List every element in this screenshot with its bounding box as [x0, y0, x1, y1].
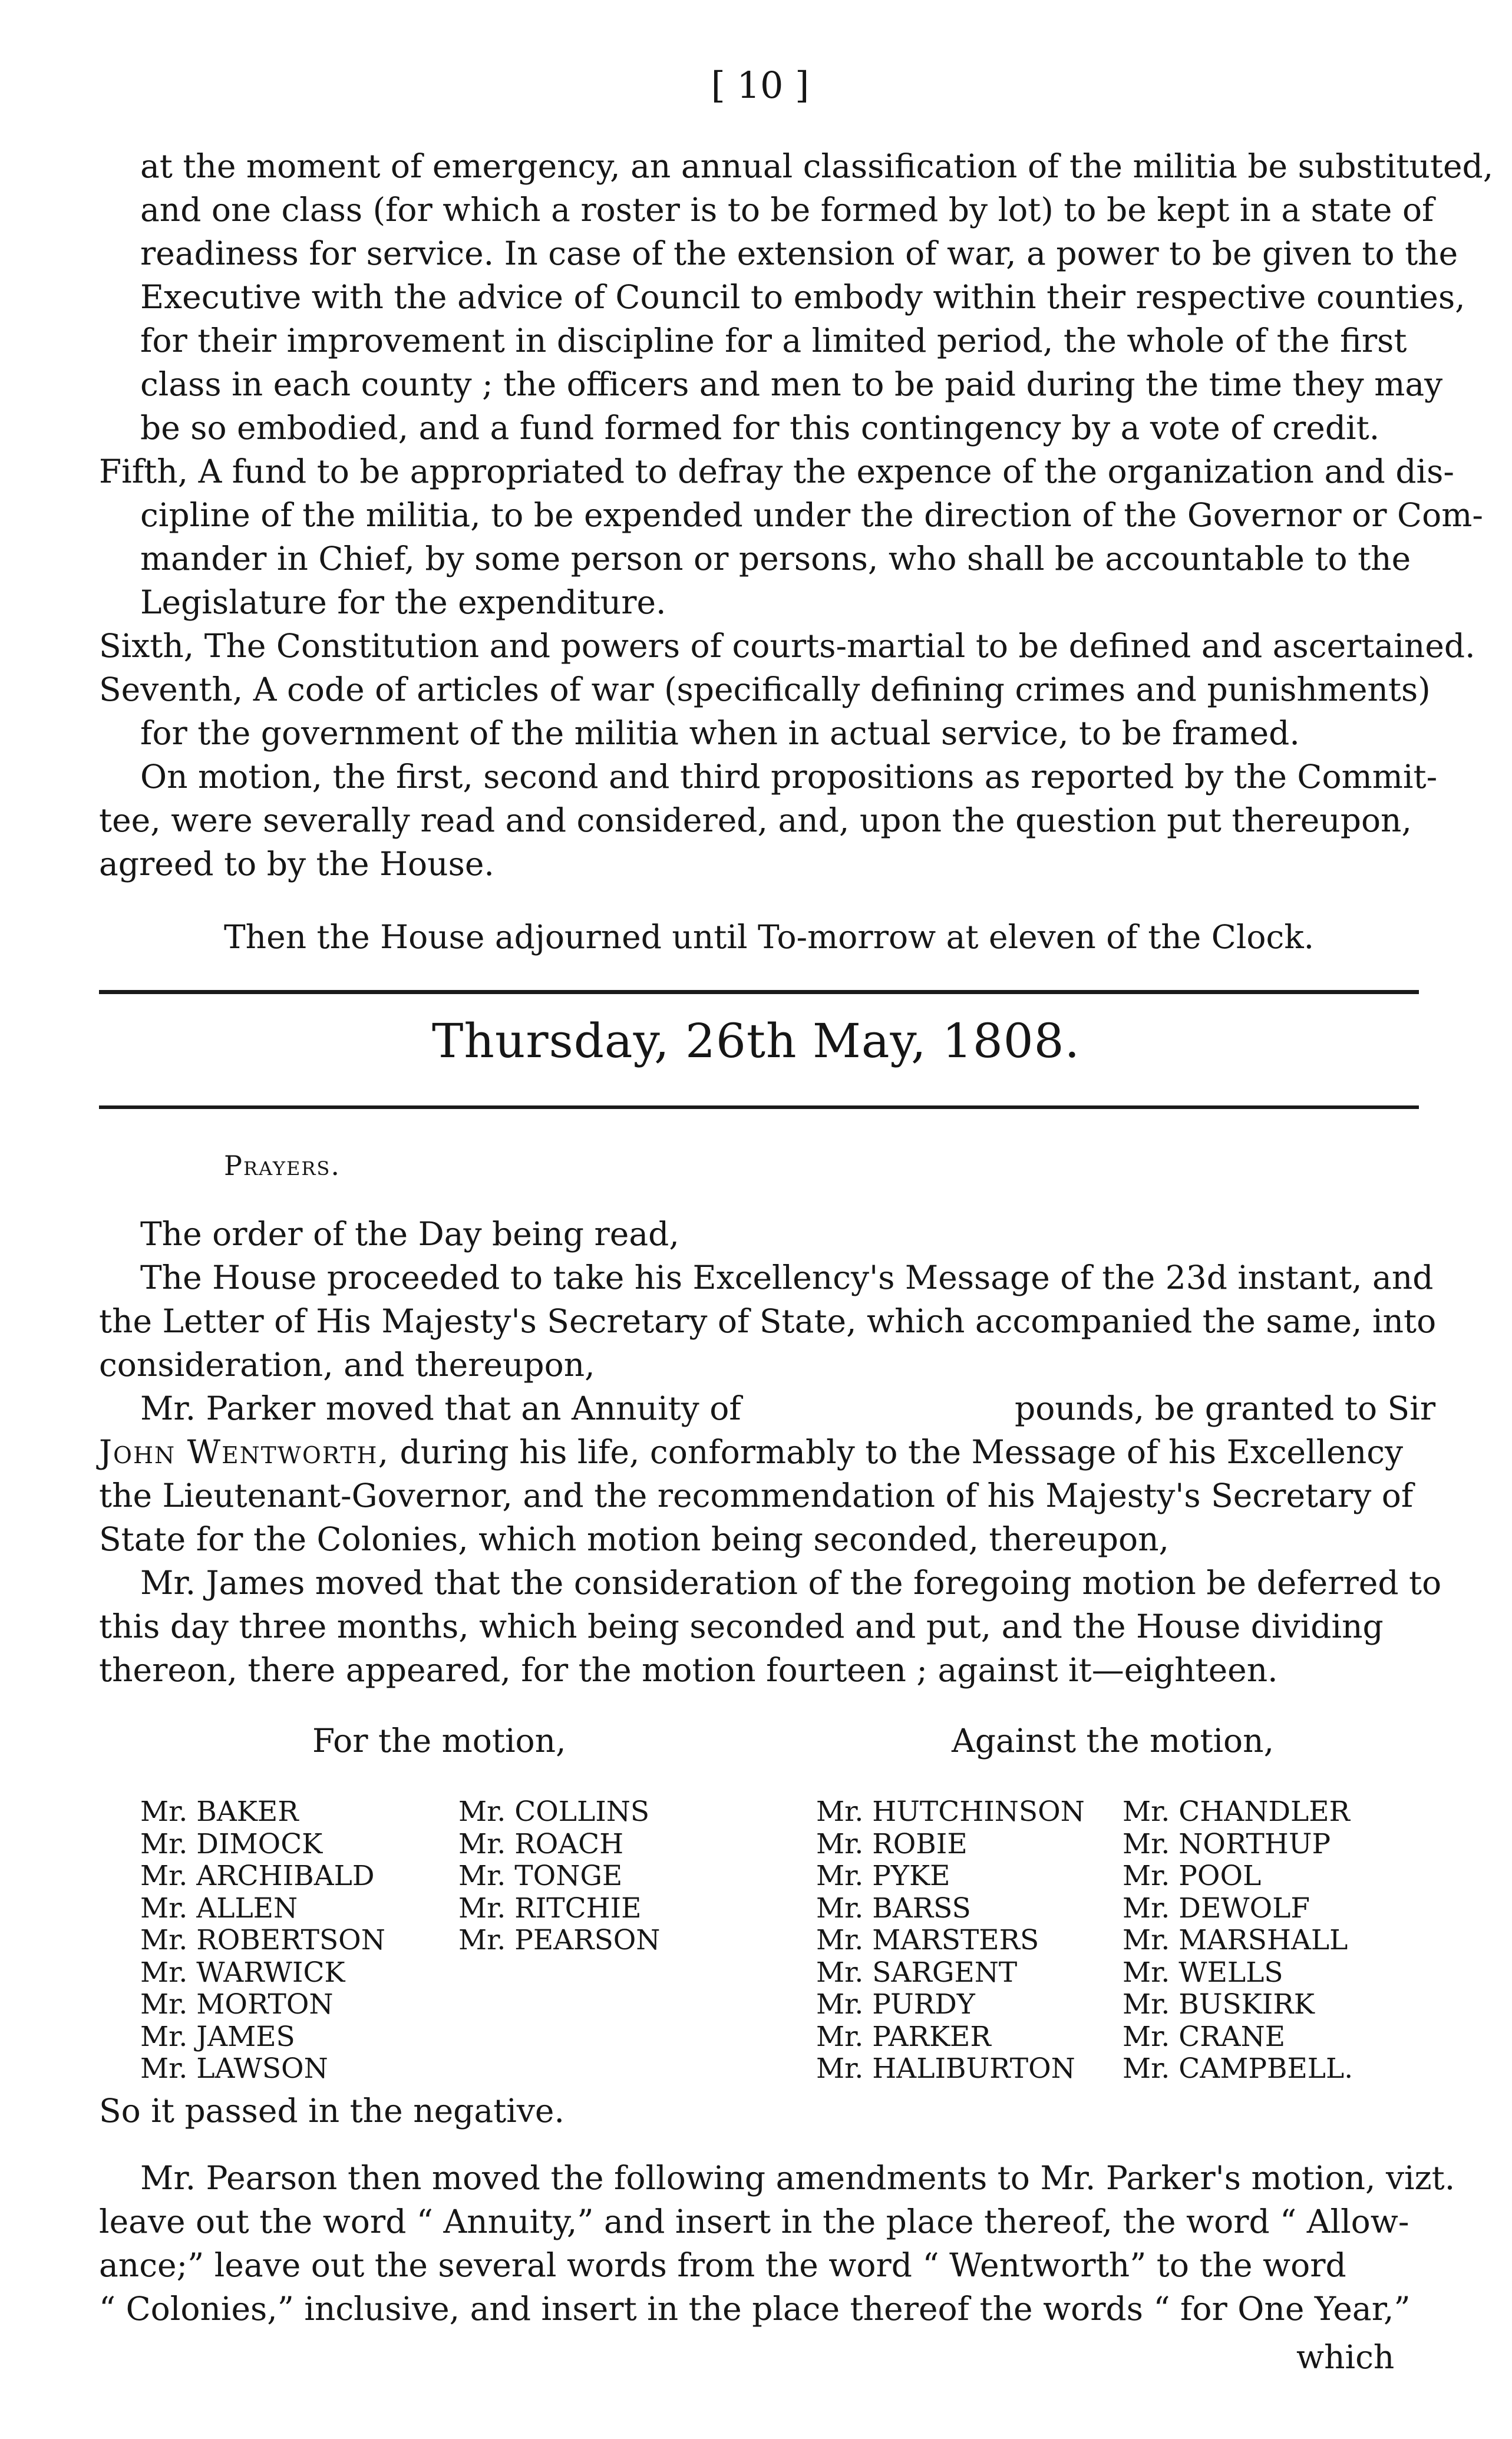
text-line: State for the Colonies, which motion being seconded, thereupon, — [99, 1520, 1169, 1558]
member-name: Mr. MARSHALL — [1123, 1924, 1348, 1956]
text-line: Legislature for the expenditure. — [140, 583, 666, 621]
member-name: Mr. PYKE — [816, 1860, 950, 1892]
member-name: Mr. BAKER — [140, 1796, 299, 1828]
member-name: Mr. TONGE — [458, 1860, 623, 1892]
text-line: Fifth, A fund to be appropriated to defray the expence of the organization and dis- — [99, 453, 1454, 490]
member-name: Mr. WELLS — [1123, 1956, 1283, 1989]
text-line: consideration, and thereupon, — [99, 1346, 595, 1384]
member-name: Mr. DIMOCK — [140, 1827, 323, 1860]
member-name: Mr. BARSS — [816, 1892, 971, 1925]
text-line: mander in Chief, by some person or persons, who shall be accountable to the — [140, 540, 1411, 577]
member-name: Mr. ROBERTSON — [140, 1924, 385, 1956]
text-line: class in each county ; the officers and men to be paid during the time they may — [140, 365, 1443, 403]
text-line: Sixth, The Constitution and powers of courts-martial to be defined and ascertained. — [99, 627, 1475, 665]
against-column-2 — [1123, 1796, 1353, 2085]
negative-line: So it passed in the negative. — [99, 2092, 564, 2130]
text-line: Executive with the advice of Council to embody within their respective counties, — [140, 278, 1465, 316]
catchword: which — [1296, 2338, 1395, 2376]
text-line: Mr. Parker moved that an Annuity of — [140, 1390, 741, 1427]
member-name: Mr. POOL — [1123, 1860, 1262, 1892]
text-line: readiness for service. In case of the extension of war, a power to be given to the — [140, 235, 1458, 272]
text-line: pounds, be granted to Sir — [1015, 1390, 1436, 1427]
member-name: Mr. LAWSON — [140, 2052, 328, 2085]
member-name: Mr. HALIBURTON — [816, 2052, 1075, 2085]
text-line — [99, 1431, 1403, 1473]
text-line-rest: during his life, conformably to the Message of his Excellency — [389, 1433, 1404, 1471]
for-column-1 — [140, 1796, 385, 2085]
day-heading: Thursday, 26th May, 1808. — [432, 1014, 1080, 1068]
against-column-1 — [816, 1796, 1085, 2085]
member-name: Mr. PARKER — [816, 2020, 991, 2053]
prayers-label: Prayers. — [224, 1150, 341, 1181]
member-name: Mr. NORTHUP — [1123, 1827, 1331, 1860]
member-name: Mr. CHANDLER — [1123, 1796, 1350, 1828]
adjourned-line: Then the House adjourned until To-morrow at eleven of the Clock. — [224, 918, 1315, 956]
member-name: Mr. BUSKIRK — [1123, 1988, 1315, 2021]
text-line: On motion, the first, second and third propositions as reported by the Commit- — [140, 758, 1438, 796]
text-line: cipline of the militia, to be expended under the direction of the Governor or Com- — [140, 496, 1483, 534]
member-name: Mr. HUTCHINSON — [816, 1796, 1085, 1828]
text-line: be so embodied, and a fund formed for this contingency by a vote of credit. — [140, 409, 1380, 447]
member-name: Mr. WARWICK — [140, 1956, 345, 1989]
text-line: leave out the word “ Annuity,” and insert in the place thereof, the word “ Allow- — [99, 2203, 1409, 2240]
text-line: thereon, there appeared, for the motion fourteen ; against it—eighteen. — [99, 1651, 1278, 1689]
text-line: tee, were severally read and considered, and, upon the question put thereupon, — [99, 801, 1412, 839]
member-name: Mr. CAMPBELL. — [1123, 2052, 1353, 2085]
for-heading: For the motion, — [312, 1722, 566, 1760]
member-name: Mr. MORTON — [140, 1988, 334, 2021]
text-line: ance;” leave out the several words from the word “ Wentworth” to the word — [99, 2246, 1346, 2284]
text-line: this day three months, which being seconded and put, and the House dividing — [99, 1608, 1384, 1645]
text-line: “ Colonies,” inclusive, and insert in the place thereof the words “ for One Year,” — [99, 2290, 1411, 2328]
text-line: for the government of the militia when in actual service, to be framed. — [140, 714, 1300, 752]
text-line: Seventh, A code of articles of war (specifically defining crimes and punishments) — [99, 671, 1431, 708]
member-name: Mr. RITCHIE — [458, 1892, 642, 1925]
member-name: Mr. SARGENT — [816, 1956, 1018, 1989]
sir-john-wentworth-name: John Wentworth, — [99, 1433, 390, 1471]
text-line: the Letter of His Majesty's Secretary of State, which accompanied the same, into — [99, 1302, 1437, 1340]
text-line: The House proceeded to take his Excellency's Message of the 23d instant, and — [140, 1259, 1434, 1296]
text-line: for their improvement in discipline for a limited period, the whole of the first — [140, 322, 1407, 359]
member-name: Mr. JAMES — [140, 2020, 295, 2053]
member-name: Mr. DEWOLF — [1123, 1892, 1310, 1925]
member-name: Mr. CRANE — [1123, 2020, 1286, 2053]
text-line: Mr. Pearson then moved the following amendments to Mr. Parker's motion, vizt. — [140, 2159, 1455, 2197]
against-heading: Against the motion, — [952, 1722, 1275, 1760]
member-name: Mr. ARCHIBALD — [140, 1860, 375, 1892]
member-name: Mr. ROACH — [458, 1827, 624, 1860]
text-line: The order of the Day being read, — [140, 1215, 679, 1253]
member-name: Mr. ROBIE — [816, 1827, 968, 1860]
text-line: at the moment of emergency, an annual classification of the militia be substituted, — [140, 147, 1494, 185]
member-name: Mr. MARSTERS — [816, 1924, 1039, 1956]
text-line: the Lieutenant-Governor, and the recommendation of his Majesty's Secretary of — [99, 1477, 1414, 1514]
text-line: Mr. James moved that the consideration of the foregoing motion be deferred to — [140, 1564, 1442, 1602]
rule-top — [99, 990, 1419, 994]
text-line: agreed to by the House. — [99, 845, 494, 883]
page-number: [ 10 ] — [711, 64, 810, 107]
rule-bottom — [99, 1105, 1419, 1109]
for-column-2 — [458, 1796, 660, 1957]
member-name: Mr. COLLINS — [458, 1796, 650, 1828]
member-name: Mr. PURDY — [816, 1988, 975, 2021]
member-name: Mr. ALLEN — [140, 1892, 298, 1925]
text-line: and one class (for which a roster is to be formed by lot) to be kept in a state of — [140, 191, 1434, 229]
member-name: Mr. PEARSON — [458, 1924, 661, 1956]
